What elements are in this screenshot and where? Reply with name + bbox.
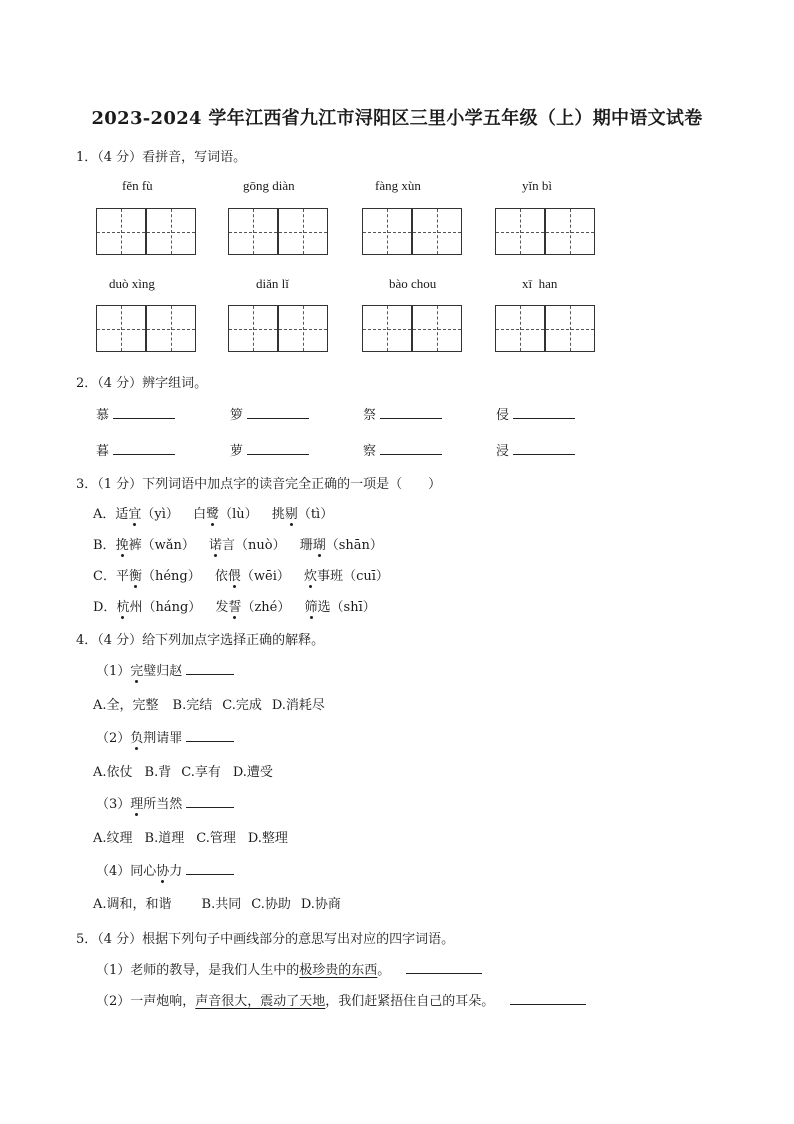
- options-row: A.全，完整 B.完结 C.完成 D.消耗尽: [93, 698, 325, 713]
- char-item: 侵: [496, 404, 575, 423]
- answer-blank[interactable]: [513, 440, 575, 455]
- sentence-1: （1）老师的教导，是我们人生中的极珍贵的东西。: [96, 959, 482, 978]
- sub-question-4: （4）同心协力: [96, 860, 234, 879]
- answer-blank[interactable]: [186, 793, 234, 808]
- answer-blank[interactable]: [186, 660, 234, 675]
- options-row: A.依仗 B.背 C.享有 D.遭受: [93, 765, 273, 780]
- underlined-phrase: 声音很大，震动了天地: [195, 994, 326, 1009]
- answer-blank[interactable]: [247, 404, 309, 419]
- pinyin-label: diǎn lǐ: [256, 276, 289, 291]
- pinyin-label: yǐn bì: [522, 178, 552, 193]
- pinyin-label: duò xìng: [109, 276, 155, 291]
- options-row: A.纹理 B.道理 C.管理 D.整理: [93, 831, 288, 846]
- pinyin-label: gōng diàn: [243, 178, 295, 193]
- option-b[interactable]: B．挽裤（wǎn） 诺言（nuò） 珊瑚（shān）: [93, 534, 383, 553]
- char-item: 箩: [230, 404, 309, 423]
- sub-question-3: （3）理所当然: [96, 793, 234, 812]
- writing-grid[interactable]: [96, 305, 196, 352]
- pinyin-label: bào chou: [389, 276, 437, 291]
- writing-grid[interactable]: [362, 305, 462, 352]
- underlined-phrase: 极珍贵的东西: [299, 963, 378, 978]
- sub-question-2: （2）负荆请罪: [96, 727, 234, 746]
- pinyin-label: fàng xùn: [375, 178, 421, 193]
- question-1-stem: 1．（4 分）看拼音，写词语。: [76, 150, 247, 165]
- writing-grid[interactable]: [228, 305, 328, 352]
- answer-blank[interactable]: [380, 404, 442, 419]
- options-row: A.调和，和谐 B.共同 C.协助 D.协商: [93, 897, 341, 912]
- pinyin-label: fěn fù: [122, 178, 153, 193]
- char-item: 慕: [96, 404, 175, 423]
- char-item: 祭: [363, 404, 442, 423]
- question-2-stem: 2．（4 分）辨字组词。: [76, 376, 208, 391]
- question-4-stem: 4．（4 分）给下列加点字选择正确的解释。: [76, 633, 325, 648]
- option-d[interactable]: D．杭州（háng） 发誓（zhé） 筛选（shī）: [93, 596, 376, 615]
- char-item: 浸: [496, 440, 575, 459]
- answer-blank[interactable]: [380, 440, 442, 455]
- answer-blank[interactable]: [247, 440, 309, 455]
- writing-grid[interactable]: [495, 305, 595, 352]
- answer-blank[interactable]: [186, 860, 234, 875]
- answer-blank[interactable]: [186, 727, 234, 742]
- sentence-2: （2）一声炮响，声音很大，震动了天地，我们赶紧捂住自己的耳朵。: [96, 990, 586, 1009]
- question-3-stem: 3．（1 分）下列词语中加点字的读音完全正确的一项是（ ）: [76, 477, 442, 492]
- answer-blank[interactable]: [510, 990, 586, 1005]
- option-c[interactable]: C．平衡（héng） 依偎（wēi） 炊事班（cuī）: [93, 565, 389, 584]
- char-item: 察: [363, 440, 442, 459]
- char-item: 萝: [230, 440, 309, 459]
- page-title: 2023-2024 学年江西省九江市浔阳区三里小学五年级（上）期中语文试卷: [91, 108, 703, 129]
- question-5-stem: 5．（4 分）根据下列句子中画线部分的意思写出对应的四字词语。: [76, 932, 455, 947]
- answer-blank[interactable]: [406, 959, 482, 974]
- writing-grid[interactable]: [495, 208, 595, 255]
- writing-grid[interactable]: [362, 208, 462, 255]
- writing-grid[interactable]: [228, 208, 328, 255]
- answer-blank[interactable]: [513, 404, 575, 419]
- option-a[interactable]: A．适宜（yì） 白鹭（lù） 挑剔（tì）: [93, 503, 333, 522]
- char-item: 暮: [96, 440, 175, 459]
- pinyin-label: xī han: [522, 276, 558, 291]
- sub-question-1: （1）完璧归赵: [96, 660, 234, 679]
- writing-grid[interactable]: [96, 208, 196, 255]
- answer-blank[interactable]: [113, 440, 175, 455]
- answer-blank[interactable]: [113, 404, 175, 419]
